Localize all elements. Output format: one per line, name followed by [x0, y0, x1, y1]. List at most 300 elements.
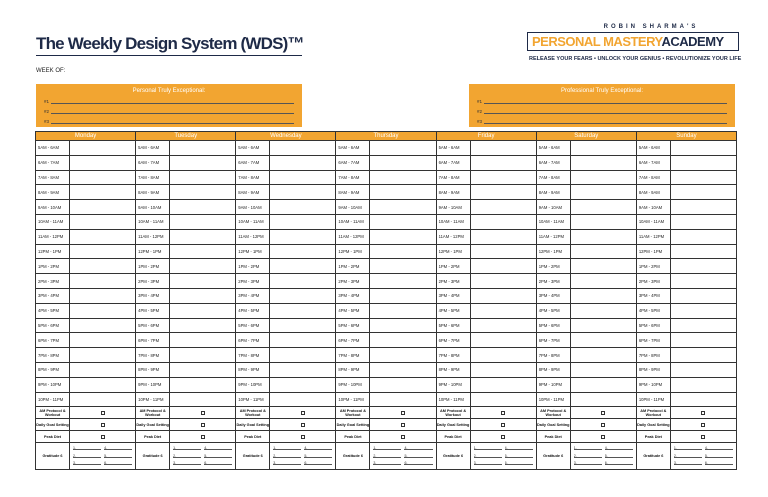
- gratitude-line[interactable]: 3.: [474, 461, 502, 465]
- habit-checkbox[interactable]: [301, 435, 305, 439]
- time-slot-label: 8AM - 9AM: [36, 185, 70, 199]
- time-slot-row: [336, 392, 435, 407]
- time-slot-row: [236, 377, 335, 392]
- time-slot-row: [637, 229, 736, 244]
- time-slot-label: 6AM - 7AM: [336, 156, 370, 170]
- time-slot-field[interactable]: [170, 363, 235, 377]
- time-slot-row: [136, 199, 235, 214]
- time-slot-row: [136, 332, 235, 347]
- time-slot-field[interactable]: [370, 289, 435, 303]
- time-slot-field[interactable]: [370, 333, 435, 347]
- time-slot-row: [236, 303, 335, 318]
- time-slot-field[interactable]: [270, 289, 335, 303]
- time-slot-field[interactable]: [170, 319, 235, 333]
- time-slot-field[interactable]: [671, 245, 736, 259]
- gratitude-line[interactable]: 2.: [474, 454, 502, 458]
- habit-label: AM Protocol & Workout: [336, 407, 370, 418]
- time-slot-label: 8PM - 9PM: [537, 363, 571, 377]
- habit-cell: [671, 431, 736, 442]
- gratitude-line[interactable]: 4.: [705, 446, 733, 450]
- time-slot-label: 2PM - 3PM: [637, 274, 671, 288]
- time-slot-field[interactable]: [471, 141, 536, 155]
- habit-checkbox[interactable]: [201, 411, 205, 415]
- time-slot-field[interactable]: [70, 348, 135, 362]
- time-slot-field[interactable]: [370, 304, 435, 318]
- gratitude-label: Gratitude 6: [437, 443, 471, 469]
- time-slot-field[interactable]: [170, 141, 235, 155]
- habit-cell: [270, 419, 335, 430]
- time-slot-field[interactable]: [571, 333, 636, 347]
- time-slot-field[interactable]: [571, 245, 636, 259]
- time-slot-label: 10PM - 11PM: [637, 393, 671, 407]
- goal-line: [44, 96, 294, 104]
- habit-cell: [370, 431, 435, 442]
- gratitude-line[interactable]: 2.: [173, 454, 201, 458]
- habit-label: Daily Goal Setting: [136, 419, 170, 430]
- time-slot-row: [136, 273, 235, 288]
- time-slot-field[interactable]: [170, 230, 235, 244]
- time-slot-label: 9PM - 10PM: [236, 378, 270, 392]
- time-slot-label: 6AM - 7AM: [537, 156, 571, 170]
- time-slot-field[interactable]: [270, 215, 335, 229]
- time-slot-field[interactable]: [370, 230, 435, 244]
- habit-label: Peak Diet: [336, 431, 370, 442]
- time-slot-field[interactable]: [471, 171, 536, 185]
- time-slot-field[interactable]: [671, 319, 736, 333]
- time-slot-label: 5PM - 6PM: [36, 319, 70, 333]
- gratitude-line[interactable]: 6.: [705, 461, 733, 465]
- time-slot-label: 3PM - 4PM: [437, 289, 471, 303]
- time-slot-field[interactable]: [571, 363, 636, 377]
- time-slot-field[interactable]: [471, 393, 536, 407]
- time-slot-field[interactable]: [370, 363, 435, 377]
- habit-checkbox[interactable]: [601, 435, 605, 439]
- habit-checkbox[interactable]: [401, 411, 405, 415]
- habit-row: [336, 418, 435, 430]
- time-slot-row: [537, 258, 636, 273]
- time-slot-field[interactable]: [471, 230, 536, 244]
- time-slot-label: 9AM - 10AM: [336, 200, 370, 214]
- gratitude-line[interactable]: 2.: [373, 454, 401, 458]
- day-header: Friday: [437, 132, 536, 140]
- time-slot-field[interactable]: [471, 274, 536, 288]
- time-slot-field[interactable]: [571, 393, 636, 407]
- logo-top-line: ROBIN SHARMA'S: [603, 24, 699, 30]
- time-slot-field[interactable]: [471, 304, 536, 318]
- time-slot-label: 5PM - 6PM: [236, 319, 270, 333]
- time-slot-row: [236, 362, 335, 377]
- gratitude-line[interactable]: 1.: [674, 446, 702, 450]
- time-slot-row: [336, 332, 435, 347]
- time-slot-label: 6PM - 7PM: [437, 333, 471, 347]
- goal-line: [477, 96, 727, 104]
- gratitude-line[interactable]: 5.: [705, 454, 733, 458]
- time-slot-field[interactable]: [571, 319, 636, 333]
- time-slot-field[interactable]: [370, 245, 435, 259]
- time-slot-row: [637, 288, 736, 303]
- gratitude-line[interactable]: 1.: [173, 446, 201, 450]
- time-slot-label: 4PM - 5PM: [537, 304, 571, 318]
- time-slot-field[interactable]: [270, 393, 335, 407]
- time-slot-field[interactable]: [471, 215, 536, 229]
- gratitude-line[interactable]: 5.: [304, 454, 332, 458]
- gratitude-line[interactable]: 1.: [373, 446, 401, 450]
- professional-goals-box: [469, 84, 735, 127]
- time-slot-field[interactable]: [270, 348, 335, 362]
- time-slot-field[interactable]: [370, 171, 435, 185]
- time-slot-field[interactable]: [170, 274, 235, 288]
- time-slot-field[interactable]: [471, 378, 536, 392]
- time-slot-label: 12PM - 1PM: [637, 245, 671, 259]
- habit-checkbox[interactable]: [101, 423, 105, 427]
- time-slot-row: [336, 303, 435, 318]
- time-slot-row: [437, 140, 536, 155]
- time-slot-row: [637, 362, 736, 377]
- time-slot-field[interactable]: [471, 319, 536, 333]
- time-slot-row: [537, 229, 636, 244]
- day-column: [236, 132, 336, 469]
- time-slot-field[interactable]: [671, 200, 736, 214]
- gratitude-line[interactable]: 2.: [73, 454, 101, 458]
- time-slot-field[interactable]: [70, 363, 135, 377]
- time-slot-field[interactable]: [571, 230, 636, 244]
- goal-line-field[interactable]: [51, 119, 294, 124]
- time-slot-row: [36, 244, 135, 259]
- time-slot-field[interactable]: [671, 289, 736, 303]
- time-slot-field[interactable]: [671, 185, 736, 199]
- gratitude-label: Gratitude 6: [36, 443, 70, 469]
- time-slot-field[interactable]: [471, 200, 536, 214]
- time-slot-field[interactable]: [170, 348, 235, 362]
- time-slot-field[interactable]: [671, 230, 736, 244]
- gratitude-line[interactable]: 5.: [605, 454, 633, 458]
- time-slot-field[interactable]: [471, 259, 536, 273]
- time-slot-label: 2PM - 3PM: [537, 274, 571, 288]
- time-slot-row: [136, 229, 235, 244]
- time-slot-field[interactable]: [70, 333, 135, 347]
- time-slot-field[interactable]: [671, 171, 736, 185]
- time-slot-row: [336, 318, 435, 333]
- habit-checkbox[interactable]: [101, 435, 105, 439]
- time-slot-field[interactable]: [571, 289, 636, 303]
- habit-checkbox[interactable]: [701, 435, 705, 439]
- habit-row: [36, 406, 135, 418]
- time-slot-field[interactable]: [370, 259, 435, 273]
- time-slot-label: 6PM - 7PM: [336, 333, 370, 347]
- gratitude-line[interactable]: 2.: [674, 454, 702, 458]
- time-slot-row: [336, 229, 435, 244]
- time-slot-field[interactable]: [170, 156, 235, 170]
- gratitude-line[interactable]: 4.: [404, 446, 432, 450]
- time-slot-field[interactable]: [170, 259, 235, 273]
- gratitude-line[interactable]: 4.: [204, 446, 232, 450]
- time-slot-row: [36, 273, 135, 288]
- time-slot-field[interactable]: [671, 156, 736, 170]
- gratitude-row: [437, 442, 536, 469]
- time-slot-field[interactable]: [270, 259, 335, 273]
- gratitude-line[interactable]: 2.: [574, 454, 602, 458]
- time-slot-field[interactable]: [671, 259, 736, 273]
- time-slot-field[interactable]: [270, 304, 335, 318]
- gratitude-line[interactable]: 2.: [273, 454, 301, 458]
- time-slot-label: 9PM - 10PM: [336, 378, 370, 392]
- time-slot-row: [437, 377, 536, 392]
- habit-row: [136, 418, 235, 430]
- time-slot-label: 3PM - 4PM: [336, 289, 370, 303]
- time-slot-field[interactable]: [370, 215, 435, 229]
- gratitude-line[interactable]: 3.: [173, 461, 201, 465]
- habit-checkbox[interactable]: [701, 423, 705, 427]
- habit-cell: [471, 419, 536, 430]
- time-slot-label: 1PM - 2PM: [236, 259, 270, 273]
- time-slot-row: [336, 258, 435, 273]
- time-slot-field[interactable]: [270, 363, 335, 377]
- time-slot-field[interactable]: [471, 333, 536, 347]
- habit-cell: [370, 419, 435, 430]
- habit-checkbox[interactable]: [501, 423, 505, 427]
- time-slot-row: [437, 273, 536, 288]
- goal-line-field[interactable]: [51, 109, 294, 114]
- time-slot-field[interactable]: [70, 245, 135, 259]
- time-slot-label: 5AM - 6AM: [136, 141, 170, 155]
- time-slot-field[interactable]: [170, 289, 235, 303]
- time-slot-field[interactable]: [571, 215, 636, 229]
- habit-cell: [70, 407, 135, 418]
- time-slot-field[interactable]: [571, 156, 636, 170]
- habit-checkbox[interactable]: [201, 423, 205, 427]
- goal-line: [477, 116, 727, 124]
- gratitude-line[interactable]: 6.: [204, 461, 232, 465]
- gratitude-line[interactable]: 5.: [505, 454, 533, 458]
- habit-checkbox[interactable]: [601, 423, 605, 427]
- time-slot-field[interactable]: [571, 274, 636, 288]
- habit-checkbox[interactable]: [601, 411, 605, 415]
- time-slot-label: 5AM - 6AM: [537, 141, 571, 155]
- time-slot-field[interactable]: [370, 348, 435, 362]
- time-slot-field[interactable]: [70, 215, 135, 229]
- time-slot-field[interactable]: [571, 304, 636, 318]
- time-slot-field[interactable]: [571, 348, 636, 362]
- time-slot-field[interactable]: [170, 200, 235, 214]
- time-slot-row: [537, 318, 636, 333]
- time-slot-field[interactable]: [471, 156, 536, 170]
- time-slot-field[interactable]: [370, 200, 435, 214]
- time-slot-field[interactable]: [70, 289, 135, 303]
- gratitude-line[interactable]: 6.: [505, 461, 533, 465]
- time-slot-field[interactable]: [170, 171, 235, 185]
- time-slot-field[interactable]: [571, 141, 636, 155]
- time-slot-field[interactable]: [270, 156, 335, 170]
- gratitude-line[interactable]: 6.: [304, 461, 332, 465]
- time-slot-row: [537, 244, 636, 259]
- time-slot-field[interactable]: [270, 319, 335, 333]
- time-slot-field[interactable]: [671, 215, 736, 229]
- gratitude-line[interactable]: 1.: [574, 446, 602, 450]
- gratitude-line[interactable]: 1.: [474, 446, 502, 450]
- habit-checkbox[interactable]: [501, 411, 505, 415]
- time-slot-field[interactable]: [70, 319, 135, 333]
- goal-line-field[interactable]: [484, 119, 727, 124]
- time-slot-field[interactable]: [671, 393, 736, 407]
- goal-line-label: #3: [477, 119, 483, 124]
- goal-line-field[interactable]: [51, 99, 294, 104]
- time-slot-field[interactable]: [471, 245, 536, 259]
- time-slot-field[interactable]: [170, 393, 235, 407]
- time-slot-label: 12PM - 1PM: [537, 245, 571, 259]
- gratitude-line[interactable]: 4.: [505, 446, 533, 450]
- time-slot-row: [637, 318, 736, 333]
- gratitude-line[interactable]: 1.: [273, 446, 301, 450]
- goal-line-field[interactable]: [484, 109, 727, 114]
- time-slot-field[interactable]: [370, 141, 435, 155]
- time-slot-field[interactable]: [70, 200, 135, 214]
- gratitude-line[interactable]: 3.: [273, 461, 301, 465]
- time-slot-row: [36, 377, 135, 392]
- time-slot-row: [36, 214, 135, 229]
- time-slot-row: [36, 155, 135, 170]
- time-slot-row: [136, 155, 235, 170]
- gratitude-line[interactable]: 4.: [605, 446, 633, 450]
- time-slot-label: 2PM - 3PM: [437, 274, 471, 288]
- habit-row: [437, 430, 536, 442]
- habit-checkbox[interactable]: [101, 411, 105, 415]
- time-slot-field[interactable]: [70, 378, 135, 392]
- time-slot-label: 7AM - 8AM: [36, 171, 70, 185]
- page-title: The Weekly Design System (WDS)™: [36, 34, 304, 53]
- habit-label: Peak Diet: [236, 431, 270, 442]
- time-slot-label: 12PM - 1PM: [236, 245, 270, 259]
- time-slot-field[interactable]: [270, 274, 335, 288]
- time-slot-row: [437, 199, 536, 214]
- habit-row: [437, 418, 536, 430]
- gratitude-lines: [571, 443, 636, 469]
- time-slot-field[interactable]: [471, 185, 536, 199]
- time-slot-field[interactable]: [370, 274, 435, 288]
- time-slot-field[interactable]: [270, 245, 335, 259]
- habit-cell: [70, 431, 135, 442]
- time-slot-row: [236, 155, 335, 170]
- time-slot-field[interactable]: [270, 378, 335, 392]
- time-slot-field[interactable]: [571, 378, 636, 392]
- gratitude-line[interactable]: 6.: [605, 461, 633, 465]
- time-slot-field[interactable]: [70, 274, 135, 288]
- time-slot-field[interactable]: [671, 348, 736, 362]
- time-slot-field[interactable]: [671, 274, 736, 288]
- time-slot-field[interactable]: [170, 304, 235, 318]
- time-slot-field[interactable]: [70, 141, 135, 155]
- day-column: [637, 132, 736, 469]
- time-slot-field[interactable]: [671, 333, 736, 347]
- time-slot-field[interactable]: [671, 378, 736, 392]
- gratitude-line[interactable]: 5.: [404, 454, 432, 458]
- day-column: [537, 132, 637, 469]
- gratitude-line[interactable]: 3.: [574, 461, 602, 465]
- time-slot-field[interactable]: [370, 378, 435, 392]
- time-slot-field[interactable]: [571, 171, 636, 185]
- time-slot-row: [136, 318, 235, 333]
- day-column: [336, 132, 436, 469]
- time-slot-field[interactable]: [571, 200, 636, 214]
- gratitude-line[interactable]: 3.: [73, 461, 101, 465]
- time-slot-field[interactable]: [571, 185, 636, 199]
- goal-line-label: #1: [44, 99, 50, 104]
- time-slot-row: [136, 392, 235, 407]
- gratitude-line[interactable]: 4.: [304, 446, 332, 450]
- time-slot-field[interactable]: [270, 230, 335, 244]
- gratitude-line[interactable]: 4.: [104, 446, 132, 450]
- time-slot-field[interactable]: [471, 289, 536, 303]
- time-slot-field[interactable]: [270, 141, 335, 155]
- goal-line-label: #2: [44, 109, 50, 114]
- time-slot-label: 9AM - 10AM: [537, 200, 571, 214]
- goal-line-label: #2: [477, 109, 483, 114]
- habit-checkbox[interactable]: [301, 411, 305, 415]
- time-slot-field[interactable]: [270, 171, 335, 185]
- time-slot-field[interactable]: [671, 141, 736, 155]
- time-slot-field[interactable]: [270, 333, 335, 347]
- time-slot-row: [637, 184, 736, 199]
- time-slot-field[interactable]: [170, 185, 235, 199]
- time-slot-label: 3PM - 4PM: [36, 289, 70, 303]
- time-slot-label: 6AM - 7AM: [36, 156, 70, 170]
- time-slot-field[interactable]: [70, 259, 135, 273]
- time-slot-field[interactable]: [270, 185, 335, 199]
- time-slot-field[interactable]: [571, 259, 636, 273]
- time-slot-field[interactable]: [70, 393, 135, 407]
- gratitude-line[interactable]: 5.: [104, 454, 132, 458]
- time-slot-field[interactable]: [70, 304, 135, 318]
- time-slot-row: [236, 347, 335, 362]
- habit-row: [136, 406, 235, 418]
- gratitude-line[interactable]: 3.: [373, 461, 401, 465]
- time-slot-row: [336, 347, 435, 362]
- time-slot-field[interactable]: [370, 393, 435, 407]
- time-slot-field[interactable]: [170, 215, 235, 229]
- gratitude-line[interactable]: 6.: [104, 461, 132, 465]
- time-slot-label: 10AM - 11AM: [136, 215, 170, 229]
- habit-checkbox[interactable]: [501, 435, 505, 439]
- habit-checkbox[interactable]: [701, 411, 705, 415]
- gratitude-line[interactable]: 3.: [674, 461, 702, 465]
- time-slot-field[interactable]: [270, 200, 335, 214]
- habit-checkbox[interactable]: [301, 423, 305, 427]
- time-slot-field[interactable]: [671, 304, 736, 318]
- time-slot-row: [437, 347, 536, 362]
- time-slot-label: 11AM - 12PM: [136, 230, 170, 244]
- academy-logo: [527, 24, 739, 51]
- time-slot-field[interactable]: [471, 348, 536, 362]
- time-slot-field[interactable]: [370, 185, 435, 199]
- time-slot-field[interactable]: [370, 319, 435, 333]
- time-slot-field[interactable]: [70, 156, 135, 170]
- time-slot-field[interactable]: [70, 230, 135, 244]
- time-slot-field[interactable]: [370, 156, 435, 170]
- time-slot-field[interactable]: [671, 363, 736, 377]
- goal-line-field[interactable]: [484, 99, 727, 104]
- gratitude-line[interactable]: 6.: [404, 461, 432, 465]
- time-slot-field[interactable]: [170, 378, 235, 392]
- time-slot-field[interactable]: [70, 185, 135, 199]
- gratitude-line[interactable]: 5.: [204, 454, 232, 458]
- time-slot-field[interactable]: [170, 245, 235, 259]
- gratitude-line[interactable]: 1.: [73, 446, 101, 450]
- time-slot-field[interactable]: [170, 333, 235, 347]
- time-slot-field[interactable]: [70, 171, 135, 185]
- habit-checkbox[interactable]: [401, 423, 405, 427]
- habit-checkbox[interactable]: [201, 435, 205, 439]
- time-slot-field[interactable]: [471, 363, 536, 377]
- habit-checkbox[interactable]: [401, 435, 405, 439]
